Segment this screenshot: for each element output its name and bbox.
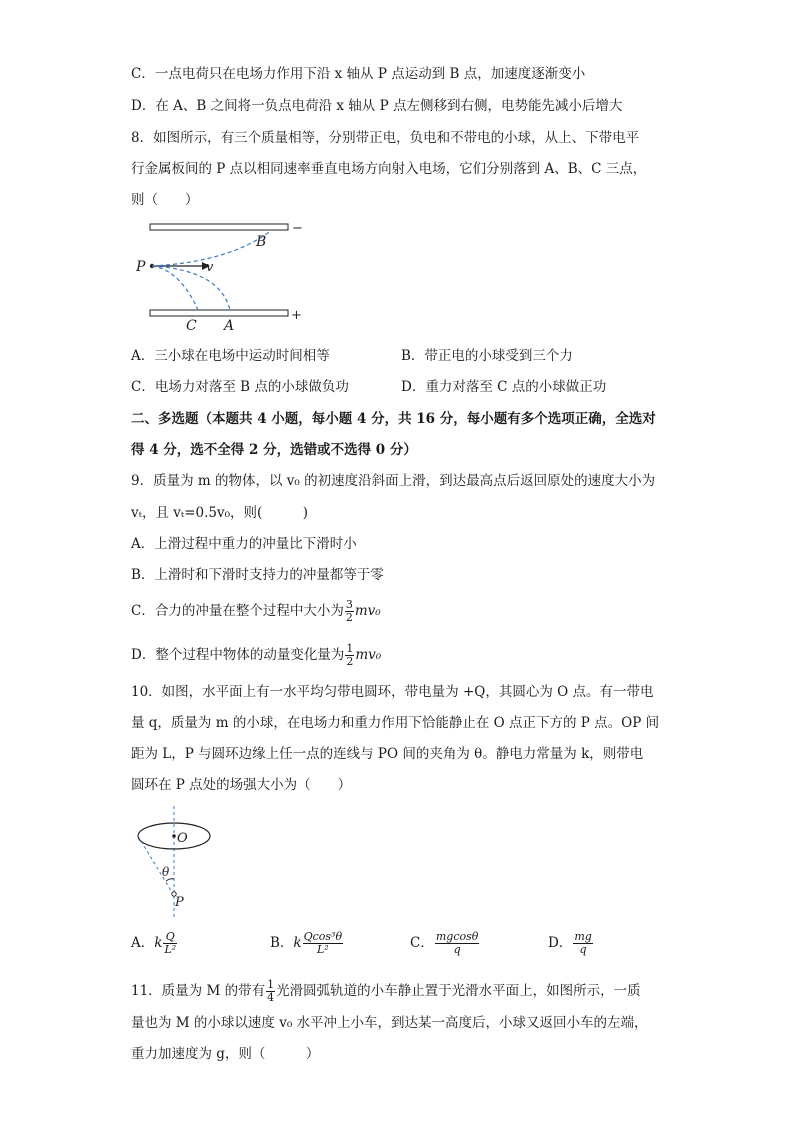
trajectory-a	[152, 266, 230, 310]
label-v: v	[206, 260, 214, 275]
q11-fraction	[266, 979, 275, 1004]
label-o: O	[177, 831, 188, 846]
fraction-numerator: Q	[163, 931, 177, 944]
fraction-denominator: 2	[346, 655, 354, 668]
fraction-numerator: mg	[574, 930, 592, 943]
label-b: B	[256, 234, 267, 250]
lower-plate-sign: +	[291, 308, 302, 323]
q9-option-b: B．上滑时和下滑时支持力的冲量都等于零	[131, 567, 384, 583]
q10-option-d-fraction	[573, 931, 592, 956]
q10-ring-figure	[130, 804, 230, 920]
q10-stem-line2: 量 q，质量为 m 的小球，在电场力和重力作用下恰能静止在 O 点正下方的 P 点。OP 间	[131, 715, 660, 731]
section2-header-line1: 二、多选题（本题共 4 小题，每小题 4 分，共 16 分，每小题有多个选项正确，全选对	[131, 411, 656, 427]
q9-option-d	[131, 640, 381, 670]
q11-stem-line3: 重力加速度为 g，则（ ）	[131, 1046, 320, 1062]
q10-stem-line1: 10．如图，水平面上有一水平均匀带电圆环，带电量为 +Q，其圆心为 O 点。有一带电	[131, 684, 654, 700]
q11-text-post: 光滑圆弧轨道的小车静止置于光滑水平面上，如图所示，一质	[276, 983, 641, 999]
q9-option-c-expr: mv₀	[354, 603, 381, 619]
q10-option-a-fraction	[163, 931, 177, 956]
q10-option-a	[131, 928, 178, 958]
fraction-numerator: 1	[346, 642, 354, 655]
trajectory-c	[152, 266, 198, 310]
label-c: C	[186, 318, 197, 334]
q10-option-c-fraction	[435, 931, 480, 956]
q10-option-b-fraction	[303, 931, 343, 956]
q8-option-d: D．重力对落至 C 点的小球做正功	[401, 379, 607, 395]
label-theta: θ	[162, 865, 170, 879]
q8-option-c: C．电场力对落至 B 点的小球做负功	[131, 379, 349, 395]
fraction-numerator: 3	[345, 598, 353, 611]
fraction-denominator: L²	[164, 943, 177, 956]
q8-capacitor-figure	[130, 218, 310, 338]
label-a: A	[224, 318, 235, 334]
label-p: P	[175, 895, 184, 910]
constant-k: k	[154, 935, 163, 951]
option-label: C．	[410, 935, 434, 951]
q8-stem-line2: 行金属板间的 P 点以相同速率垂直电场方向射入电场，它们分别落到 A、B、C 三点，	[131, 161, 647, 177]
q8-stem-line1: 8．如图所示，有三个质量相等，分别带正电，负电和不带电的小球，从上、下带电平	[131, 130, 640, 146]
option-label: B．	[270, 935, 294, 951]
q11-text-pre: 11．质量为 M 的带有	[131, 983, 266, 999]
q9-option-d-text: D．整个过程中物体的动量变化量为	[131, 647, 345, 663]
section2-header-line2: 得 4 分，选不全得 2 分，选错或不选得 0 分）	[131, 442, 417, 458]
fraction-denominator: 4	[267, 991, 275, 1004]
q9-option-c-fraction	[345, 599, 354, 624]
q8-stem-line3: 则（ ）	[131, 192, 199, 208]
q9-option-d-fraction	[345, 643, 354, 668]
fraction-numerator: 1	[267, 978, 275, 991]
fraction-denominator: q	[453, 943, 461, 956]
q9-option-d-expr: mv₀	[355, 647, 382, 663]
option-label: D．	[548, 935, 573, 951]
q8-option-b: B．带正电的小球受到三个力	[401, 348, 573, 364]
constant-k: k	[293, 935, 302, 951]
fraction-denominator: L²	[316, 943, 329, 956]
fraction-numerator: mgcosθ	[435, 930, 479, 943]
q11-stem-line1	[131, 976, 641, 1006]
q9-stem-line1: 9．质量为 m 的物体，以 v₀ 的初速度沿斜面上滑，到达最高点后返回原处的速度大小为	[131, 473, 656, 489]
q10-stem-line3: 距为 L，P 与圆环边缘上任一点的连线与 PO 间的夹角为 θ。静电力常量为 k，则带电	[131, 746, 644, 762]
q9-option-a: A．上滑过程中重力的冲量比下滑时小	[131, 536, 357, 552]
q9-option-c	[131, 596, 381, 626]
upper-plate	[150, 224, 288, 230]
q10-option-d	[548, 928, 594, 958]
q11-stem-line2: 量也为 M 的小球以速度 v₀ 水平冲上小车，到达某一高度后，小球又返回小车的左端，	[131, 1015, 648, 1031]
upper-plate-sign: −	[292, 221, 303, 236]
label-p: P	[136, 259, 146, 275]
q10-option-b	[270, 928, 344, 958]
q8-option-a: A．三小球在电场中运动时间相等	[131, 348, 330, 364]
q9-stem-line2: vₜ，且 vₜ=0.5v₀，则( )	[131, 505, 309, 521]
q10-option-c	[410, 928, 480, 958]
fraction-denominator: q	[579, 943, 587, 956]
q7-option-c: C．一点电荷只在电场力作用下沿 x 轴从 P 点运动到 B 点，加速度逐渐变小	[131, 66, 586, 82]
fraction-denominator: 2	[345, 611, 353, 624]
q10-stem-line4: 圆环在 P 点处的场强大小为（ ）	[131, 777, 352, 793]
q7-option-d: D．在 A、B 之间将一负点电荷沿 x 轴从 P 点左侧移到右侧，电势能先减小后增大	[131, 98, 623, 114]
fraction-numerator: Qcos³θ	[303, 930, 343, 943]
lower-plate	[150, 310, 288, 316]
theta-arc	[166, 879, 174, 881]
center-o	[172, 834, 176, 838]
q9-option-c-text: C．合力的冲量在整个过程中大小为	[131, 603, 344, 619]
option-label: A．	[131, 935, 155, 951]
